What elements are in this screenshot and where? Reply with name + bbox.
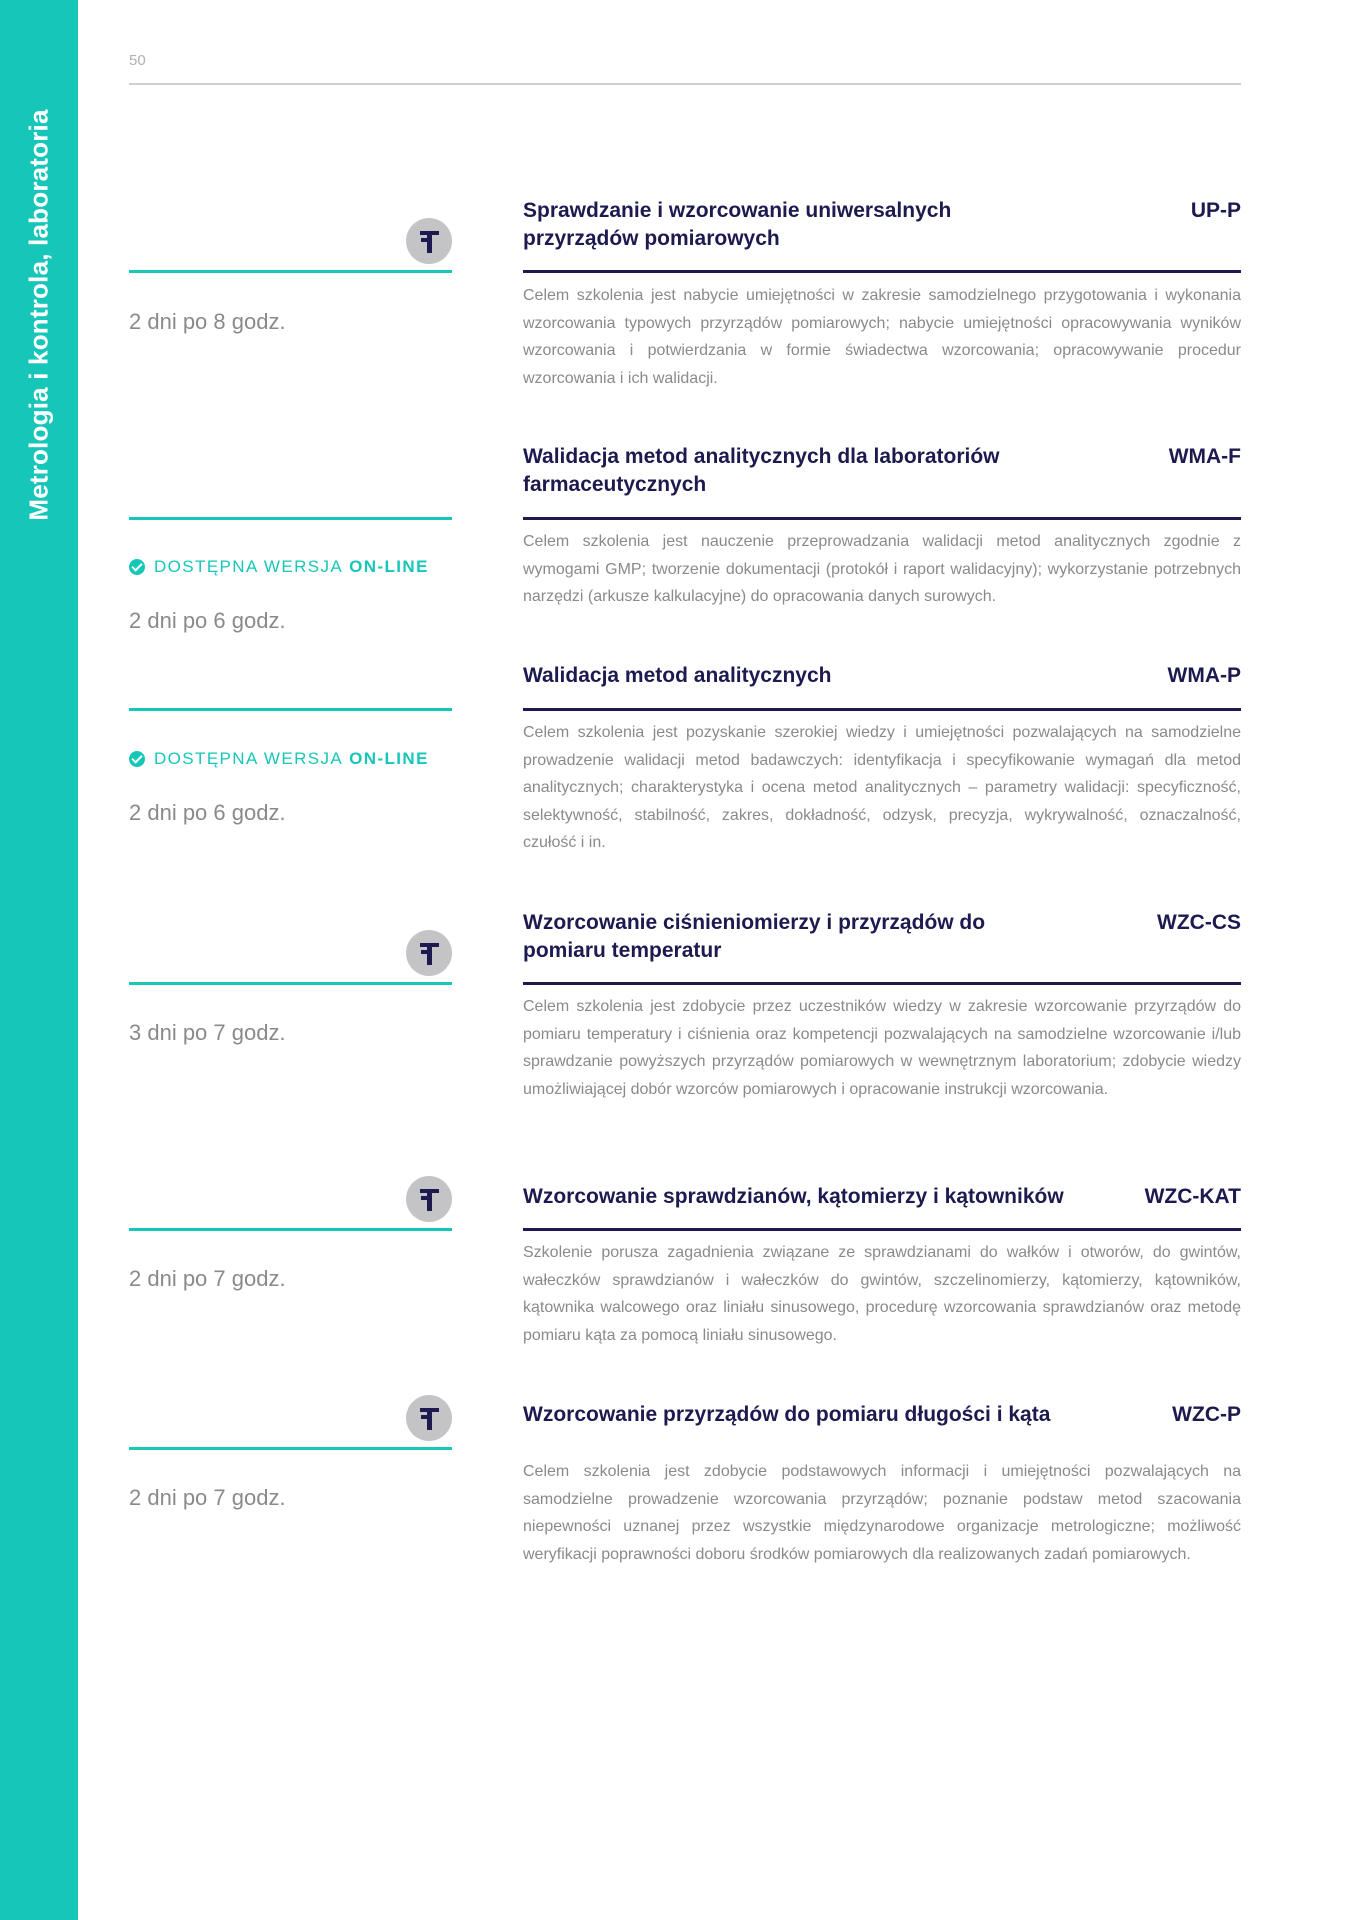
- online-badge: [129, 749, 429, 769]
- section-title: Metrologia i kontrola, laboratoria: [23, 109, 54, 521]
- check-icon: [129, 751, 145, 767]
- title-divider: [523, 708, 1241, 711]
- caliper-icon: [406, 1176, 452, 1222]
- title-divider: [523, 982, 1241, 985]
- title-divider: [523, 1228, 1241, 1231]
- course-title: Sprawdzanie i wzorcowanie uniwersalnych przyrządów pomiarowych: [523, 199, 952, 250]
- course-duration: 2 dni po 7 godz.: [129, 1266, 286, 1291]
- online-label: DOSTĘPNA WERSJA: [154, 749, 344, 768]
- course-title: Wzorcowanie ciśnieniomierzy i przyrządów do pomiaru temperatur: [523, 911, 986, 962]
- course-code: WMA-P: [1167, 664, 1241, 687]
- course-code: WZC-KAT: [1144, 1185, 1241, 1208]
- left-divider: [129, 982, 452, 985]
- online-label-strong: ON-LINE: [349, 557, 429, 576]
- check-icon: [129, 559, 145, 575]
- left-divider: [129, 270, 452, 273]
- course-description: Celem szkolenia jest nabycie umiejętności w zakresie samodzielnego przygotowania i wykonania wzorcowania typowych przyrządów pomiarowych; nabycie umiejętności opracowywania wyników wzorcowania i potwierdzania w formie świadectwa wzorcowania; opracowywanie procedur wzorcowania i ich walidacji.: [523, 287, 1241, 387]
- course-title: Wzorcowanie przyrządów do pomiaru długości i kąta: [523, 1403, 1051, 1426]
- left-divider: [129, 708, 452, 711]
- course-title: Wzorcowanie sprawdzianów, kątomierzy i kątowników: [523, 1185, 1064, 1208]
- course-duration: 3 dni po 7 godz.: [129, 1020, 286, 1045]
- page-number: 50: [129, 52, 146, 69]
- sidebar: [0, 0, 78, 1920]
- course-duration: 2 dni po 7 godz.: [129, 1485, 286, 1510]
- course-description: Szkolenie porusza zagadnienia związane ze sprawdzianami do wałków i otworów, do gwintów, wałeczków sprawdzianów i wałeczków do gwintów, szczelinomierzy, kątomierzy, kątowników, kątownika walcowego oraz liniału sinusowego, procedurę wzorcowania sprawdzianów oraz metodę pomiaru kąta za pomocą liniału sinusowego.: [523, 1244, 1241, 1344]
- course-code: WMA-F: [1168, 445, 1241, 468]
- left-divider: [129, 517, 452, 520]
- online-badge: [129, 557, 429, 577]
- course-title: Walidacja metod analitycznych dla laboratoriów farmaceutycznych: [523, 445, 1000, 496]
- course-description: Celem szkolenia jest zdobycie podstawowych informacji i umiejętności pozwalających na samodzielne prowadzenie wzorcowania przyrządów; poznanie podstaw metod szacowania niepewności uznanej przez wszystkie międzynarodowe organizacje metrologiczne; możliwość weryfikacji poprawności doboru środków pomiarowych dla realizowanych zadań pomiarowych.: [523, 1463, 1241, 1563]
- header-divider: [129, 83, 1241, 85]
- left-divider: [129, 1447, 452, 1450]
- online-label-strong: ON-LINE: [349, 749, 429, 768]
- online-label: DOSTĘPNA WERSJA: [154, 557, 344, 576]
- course-description: Celem szkolenia jest nauczenie przeprowadzania walidacji metod analitycznych zgodnie z wymogami GMP; tworzenie dokumentacji (protokół i raport walidacyjny); wykorzystanie potrzebnych narzędzi (arkusze kalkulacyjne) do opracowania danych surowych.: [523, 533, 1241, 605]
- left-divider: [129, 1228, 452, 1231]
- course-code: WZC-CS: [1157, 911, 1241, 934]
- course-code: UP-P: [1190, 199, 1241, 222]
- course-code: WZC-P: [1172, 1403, 1241, 1426]
- caliper-icon: [406, 930, 452, 976]
- course-description: Celem szkolenia jest zdobycie przez uczestników wiedzy w zakresie wzorcowanie przyrządów do pomiaru temperatury i ciśnienia oraz kompetencji pozwalających na samodzielne wzorcowanie i/lub sprawdzanie powyższych przyrządów pomiarowych w wewnętrznym laboratorium; zdobycie wiedzy umożliwiającej dobór wzorców pomiarowych i opracowanie instrukcji wzorcowania.: [523, 998, 1241, 1098]
- caliper-icon: [406, 218, 452, 264]
- title-divider: [523, 517, 1241, 520]
- caliper-icon: [406, 1395, 452, 1441]
- course-duration: 2 dni po 6 godz.: [129, 800, 286, 825]
- course-duration: 2 dni po 8 godz.: [129, 309, 286, 334]
- course-duration: 2 dni po 6 godz.: [129, 608, 286, 633]
- course-description: Celem szkolenia jest pozyskanie szerokiej wiedzy i umiejętności pozwalających na samodzielne prowadzenie walidacji metod badawczych: identyfikacja i specyfikowanie wymagań dla metod analitycznych; charakterystyka i ocena metod analitycznych – parametry walidacji: specyficzność, selektywność, stabilność, zakres, dokładność, odzysk, precyzja, wykrywalność, oznaczalność, czułość i in.: [523, 724, 1241, 851]
- course-title: Walidacja metod analitycznych: [523, 664, 832, 687]
- title-divider: [523, 270, 1241, 273]
